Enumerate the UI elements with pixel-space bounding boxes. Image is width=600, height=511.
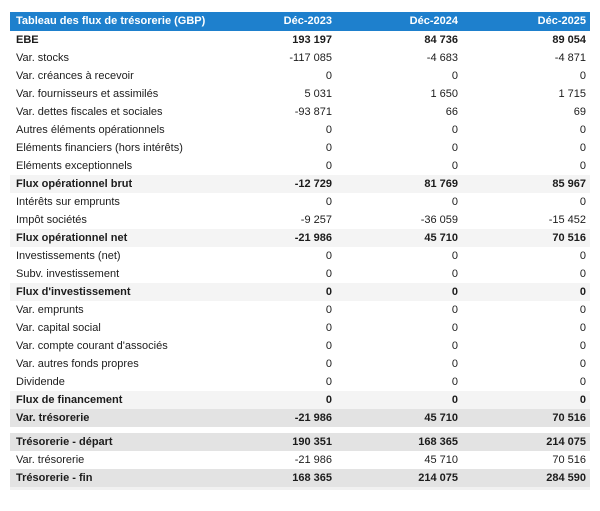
value-cell-col1: 45 710 <box>424 412 458 424</box>
value-cell-col0: 0 <box>325 358 332 370</box>
value-cell-col2: 0 <box>579 160 586 172</box>
value-cell-col1: 1 650 <box>430 88 458 100</box>
table-row <box>10 175 590 193</box>
table-bottom-edge <box>10 487 590 490</box>
table-row <box>10 49 590 67</box>
value-cell-col2: 69 <box>573 106 586 118</box>
value-cell-col2: 89 054 <box>552 34 586 46</box>
value-cell-col2: 0 <box>579 286 586 298</box>
column-header-dec-2024: Déc-2024 <box>409 15 458 27</box>
value-cell-col2: 0 <box>579 322 586 334</box>
value-cell-col2: 214 075 <box>546 436 586 448</box>
value-cell-col1: 0 <box>451 394 458 406</box>
value-cell-col2: 0 <box>579 70 586 82</box>
value-cell-col2: 0 <box>579 376 586 388</box>
row-label: Var. trésorerie <box>16 412 90 424</box>
table-row <box>10 451 590 469</box>
table-row <box>10 391 590 409</box>
value-cell-col1: -4 683 <box>426 52 458 64</box>
table-row <box>10 211 590 229</box>
row-label: Subv. investissement <box>16 268 120 280</box>
row-label: Flux d'investissement <box>16 286 131 298</box>
row-label: Intérêts sur emprunts <box>16 196 120 208</box>
row-label: Trésorerie - fin <box>16 472 93 484</box>
value-cell-col0: 5 031 <box>304 88 332 100</box>
table-body-main <box>10 31 590 427</box>
row-label: Dividende <box>16 376 65 388</box>
row-label: Flux de financement <box>16 394 123 406</box>
value-cell-col0: -9 257 <box>300 214 332 226</box>
table-body-summary <box>10 433 590 487</box>
row-label: Var. trésorerie <box>16 454 85 466</box>
table-header-row <box>10 12 590 31</box>
value-cell-col0: -21 986 <box>294 454 332 466</box>
row-label: Var. fournisseurs et assimilés <box>16 88 159 100</box>
value-cell-col1: 0 <box>451 196 458 208</box>
table-row <box>10 283 590 301</box>
value-cell-col1: 66 <box>445 106 458 118</box>
table-row <box>10 469 590 487</box>
value-cell-col1: 45 710 <box>424 232 458 244</box>
value-cell-col1: 0 <box>451 124 458 136</box>
row-label: Var. créances à recevoir <box>16 70 134 82</box>
value-cell-col1: 0 <box>451 358 458 370</box>
row-label: Flux opérationnel brut <box>16 178 133 190</box>
row-label: Autres éléments opérationnels <box>16 124 165 136</box>
value-cell-col2: 0 <box>579 142 586 154</box>
value-cell-col0: 0 <box>325 250 332 262</box>
table-row <box>10 319 590 337</box>
value-cell-col2: 284 590 <box>546 472 586 484</box>
value-cell-col0: 0 <box>325 376 332 388</box>
value-cell-col1: 45 710 <box>424 454 458 466</box>
value-cell-col1: -36 059 <box>420 214 458 226</box>
column-header-dec-2023: Déc-2023 <box>283 15 332 27</box>
row-label: Var. autres fonds propres <box>16 358 139 370</box>
row-label: Impôt sociétés <box>16 214 87 226</box>
value-cell-col1: 0 <box>451 250 458 262</box>
value-cell-col0: 0 <box>325 142 332 154</box>
table-row <box>10 265 590 283</box>
value-cell-col2: 0 <box>579 268 586 280</box>
value-cell-col0: -93 871 <box>294 106 332 118</box>
value-cell-col0: 0 <box>325 268 332 280</box>
value-cell-col0: 0 <box>325 340 332 352</box>
value-cell-col1: 0 <box>451 340 458 352</box>
table-row <box>10 373 590 391</box>
row-label: Var. stocks <box>16 52 69 64</box>
value-cell-col2: 0 <box>579 340 586 352</box>
value-cell-col0: -117 085 <box>289 52 332 64</box>
table-row <box>10 85 590 103</box>
row-label: Flux opérationnel net <box>16 232 128 244</box>
value-cell-col0: 0 <box>325 124 332 136</box>
value-cell-col0: -12 729 <box>294 178 332 190</box>
value-cell-col2: -15 452 <box>548 214 586 226</box>
value-cell-col1: 0 <box>451 268 458 280</box>
value-cell-col0: 0 <box>325 286 332 298</box>
value-cell-col1: 84 736 <box>424 34 458 46</box>
value-cell-col2: 0 <box>579 304 586 316</box>
value-cell-col0: 0 <box>325 304 332 316</box>
value-cell-col0: -21 986 <box>294 232 332 244</box>
value-cell-col2: 0 <box>579 358 586 370</box>
value-cell-col2: -4 871 <box>554 52 586 64</box>
table-row <box>10 247 590 265</box>
row-label: Var. capital social <box>16 322 101 334</box>
value-cell-col0: 0 <box>325 160 332 172</box>
table-row <box>10 157 590 175</box>
value-cell-col1: 0 <box>451 142 458 154</box>
table-row <box>10 139 590 157</box>
value-cell-col1: 0 <box>451 322 458 334</box>
value-cell-col1: 168 365 <box>418 436 458 448</box>
table-row <box>10 193 590 211</box>
table-row <box>10 67 590 85</box>
value-cell-col2: 70 516 <box>552 232 586 244</box>
table-row <box>10 121 590 139</box>
value-cell-col2: 70 516 <box>552 412 586 424</box>
value-cell-col1: 0 <box>451 304 458 316</box>
table-title: Tableau des flux de trésorerie (GBP) <box>16 15 206 27</box>
row-label: Investissements (net) <box>16 250 121 262</box>
value-cell-col2: 1 715 <box>558 88 586 100</box>
table-row <box>10 409 590 427</box>
value-cell-col0: 0 <box>325 394 332 406</box>
column-header-dec-2025: Déc-2025 <box>537 15 586 27</box>
row-label: Var. dettes fiscales et sociales <box>16 106 163 118</box>
value-cell-col2: 85 967 <box>552 178 586 190</box>
value-cell-col1: 0 <box>451 160 458 172</box>
value-cell-col0: 190 351 <box>292 436 332 448</box>
value-cell-col1: 0 <box>451 286 458 298</box>
table-row <box>10 433 590 451</box>
value-cell-col0: 193 197 <box>292 34 332 46</box>
table-row <box>10 229 590 247</box>
value-cell-col0: 0 <box>325 196 332 208</box>
table-row <box>10 103 590 121</box>
value-cell-col0: -21 986 <box>294 412 332 424</box>
value-cell-col0: 168 365 <box>292 472 332 484</box>
value-cell-col2: 0 <box>579 250 586 262</box>
value-cell-col2: 0 <box>579 196 586 208</box>
value-cell-col1: 0 <box>451 70 458 82</box>
table-row <box>10 355 590 373</box>
row-label: Trésorerie - départ <box>16 436 113 448</box>
value-cell-col2: 0 <box>579 394 586 406</box>
row-label: EBE <box>16 34 39 46</box>
value-cell-col0: 0 <box>325 322 332 334</box>
row-label: Eléments financiers (hors intérêts) <box>16 142 183 154</box>
value-cell-col2: 0 <box>579 124 586 136</box>
value-cell-col0: 0 <box>325 70 332 82</box>
table-row <box>10 337 590 355</box>
value-cell-col1: 81 769 <box>424 178 458 190</box>
value-cell-col1: 214 075 <box>418 472 458 484</box>
value-cell-col2: 70 516 <box>552 454 586 466</box>
cash-flow-table <box>10 12 590 490</box>
row-label: Var. emprunts <box>16 304 84 316</box>
value-cell-col1: 0 <box>451 376 458 388</box>
row-label: Eléments exceptionnels <box>16 160 133 172</box>
row-label: Var. compte courant d'associés <box>16 340 168 352</box>
table-row <box>10 301 590 319</box>
table-row <box>10 31 590 49</box>
